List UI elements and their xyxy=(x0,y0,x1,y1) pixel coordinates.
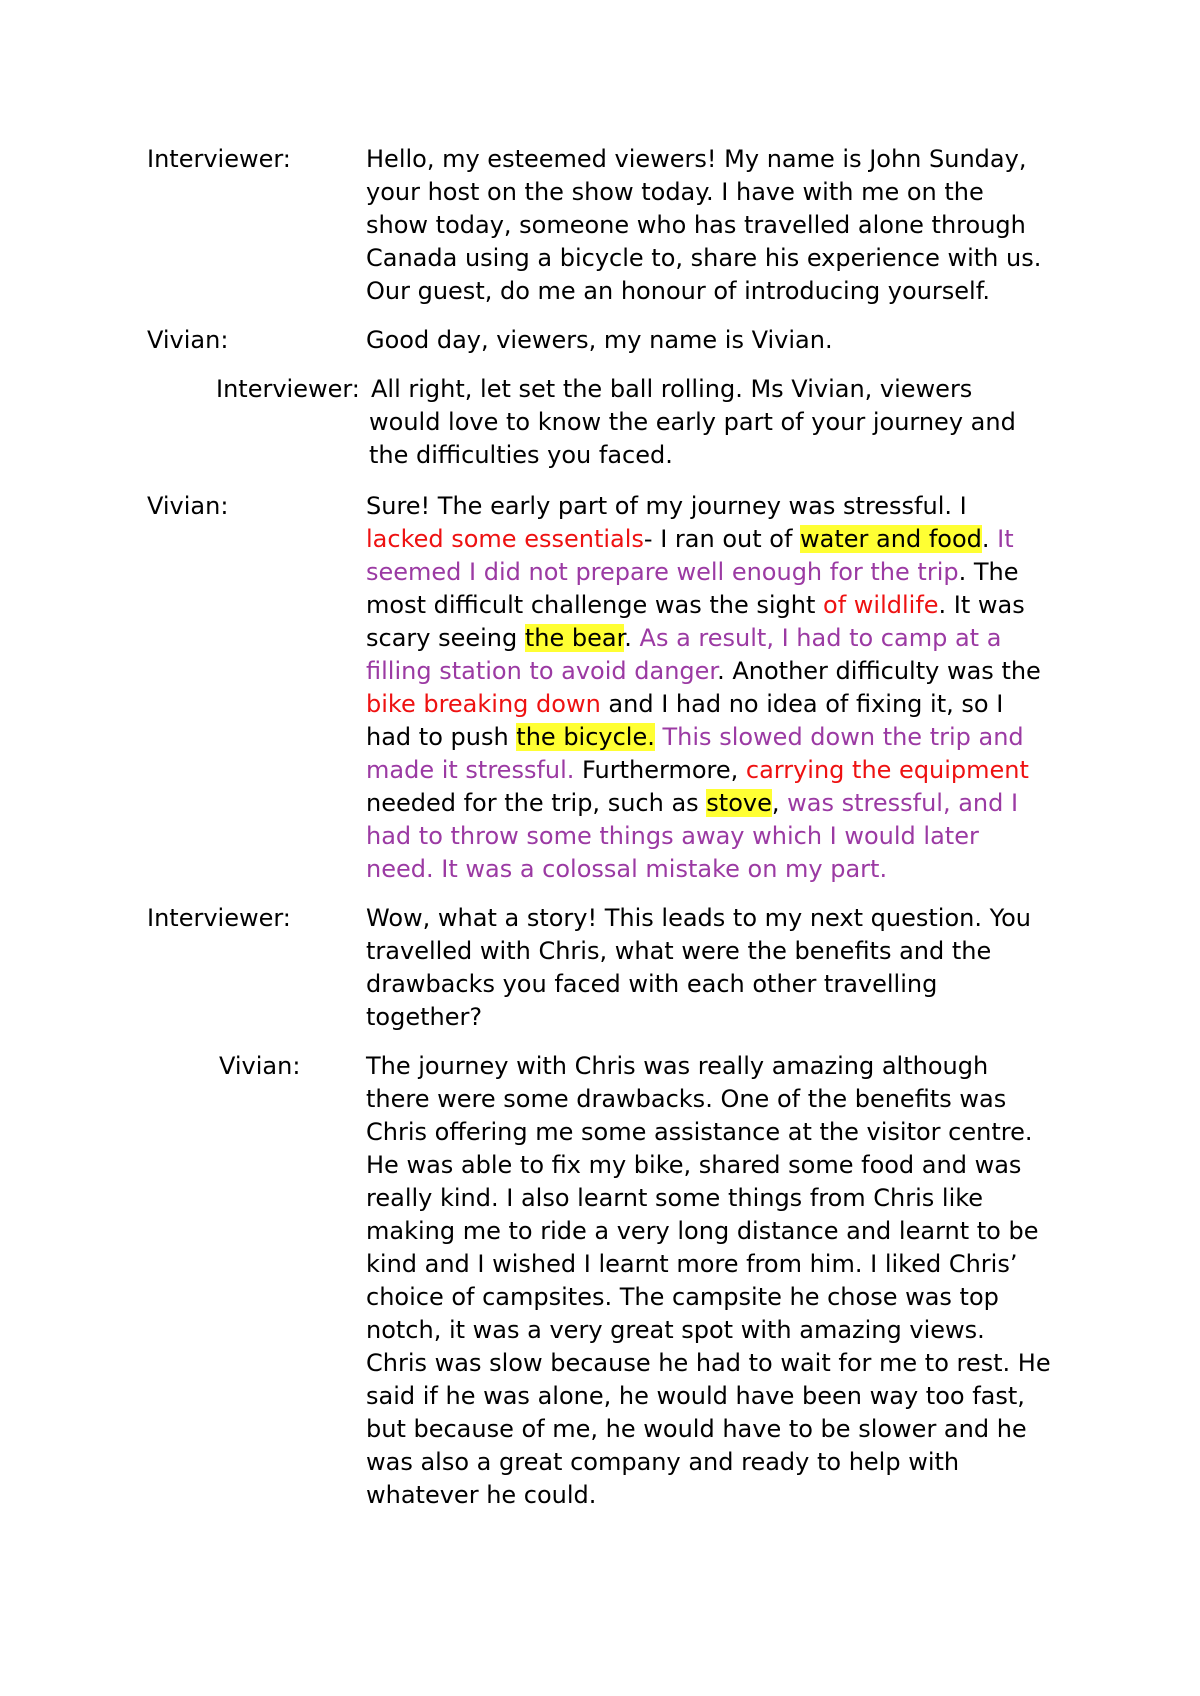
red-text: carrying the equipment xyxy=(745,756,1029,784)
speaker-label: Interviewer: xyxy=(147,904,291,932)
speech-line xyxy=(366,556,1066,589)
red-text: lacked some essentials xyxy=(366,525,644,553)
speech-line: choice of campsites. The campsite he chose was top xyxy=(366,1283,999,1311)
purple-text: was stressful, and I xyxy=(787,789,1019,817)
purple-text: This slowed down the trip and xyxy=(662,723,1024,751)
plain-text: had to push xyxy=(366,723,517,751)
speech-text xyxy=(366,324,1066,357)
purple-text: need. It was a colossal mistake on my part. xyxy=(366,855,888,883)
speech-line: together? xyxy=(366,1003,483,1031)
purple-text: had to throw some things away which I would later xyxy=(366,822,979,850)
plain-text: . xyxy=(981,525,998,553)
speech-text xyxy=(366,902,1066,1034)
plain-text: and I had no idea of fixing it, so I xyxy=(600,690,1004,718)
speech-text xyxy=(366,490,1066,886)
plain-text: . The xyxy=(958,558,1019,586)
highlighted-text: the bear xyxy=(524,624,625,652)
speech-line: Canada using a bicycle to, share his experience with us. xyxy=(366,244,1042,272)
purple-text: As a result, I had to camp at a xyxy=(639,624,1002,652)
plain-text: scary seeing xyxy=(366,624,525,652)
speech-text xyxy=(366,143,1066,308)
speech-line: Hello, my esteemed viewers! My name is John Sunday, xyxy=(366,145,1027,173)
speech-line xyxy=(366,820,1066,853)
speech-line: drawbacks you faced with each other travelling xyxy=(366,970,938,998)
speech-line: Chris was slow because he had to wait for me to rest. He xyxy=(366,1349,1051,1377)
speech-line: All right, let set the ball rolling. Ms Vivian, viewers xyxy=(371,375,973,403)
speaker-label: Vivian: xyxy=(147,326,229,354)
speaker-label: Vivian: xyxy=(147,492,229,520)
speech-line: making me to ride a very long distance and learnt to be xyxy=(366,1217,1039,1245)
purple-text: made it stressful. xyxy=(366,756,575,784)
red-text: bike breaking down xyxy=(366,690,601,718)
speech-line: Chris offering me some assistance at the visitor centre. xyxy=(366,1118,1033,1146)
speech-line xyxy=(366,787,1066,820)
speech-line: He was able to fix my bike, shared some food and was xyxy=(366,1151,1022,1179)
speech-line: whatever he could. xyxy=(366,1481,597,1509)
purple-text: It xyxy=(997,525,1014,553)
speech-line xyxy=(366,490,1066,523)
speech-line xyxy=(366,655,1066,688)
highlighted-text: the bicycle. xyxy=(516,723,655,751)
speaker-label: Interviewer: xyxy=(216,375,360,403)
speech-text xyxy=(371,373,1071,472)
speech-line: Good day, viewers, my name is Vivian. xyxy=(366,326,833,354)
plain-text: . xyxy=(624,624,640,652)
speech-line: really kind. I also learnt some things from Chris like xyxy=(366,1184,984,1212)
speech-line xyxy=(366,589,1066,622)
speech-line: notch, it was a very great spot with amazing views. xyxy=(366,1316,985,1344)
speech-line: but because of me, he would have to be slower and he xyxy=(366,1415,1027,1443)
speech-line: kind and I wished I learnt more from him. I liked Chris’ xyxy=(366,1250,1018,1278)
highlighted-text: water and food xyxy=(800,525,982,553)
purple-text: seemed I did not prepare well enough for the trip xyxy=(366,558,959,586)
speaker-label: Interviewer: xyxy=(147,145,291,173)
speaker-label: Vivian: xyxy=(219,1052,301,1080)
speech-line: show today, someone who has travelled alone through xyxy=(366,211,1026,239)
speech-line xyxy=(366,688,1066,721)
speech-line: would love to know the early part of your journey and xyxy=(369,408,1016,436)
speech-line xyxy=(366,721,1066,754)
speech-line xyxy=(366,622,1066,655)
purple-text: filling station to avoid danger xyxy=(366,657,718,685)
speech-line: Wow, what a story! This leads to my next question. You xyxy=(366,904,1031,932)
speech-line: Our guest, do me an honour of introducing yourself. xyxy=(366,277,991,305)
speech-line: the difficulties you faced. xyxy=(369,441,673,469)
speech-line: travelled with Chris, what were the benefits and the xyxy=(366,937,992,965)
speech-text xyxy=(366,1050,1066,1512)
plain-text xyxy=(655,723,663,751)
speech-line: said if he was alone, he would have been way too fast, xyxy=(366,1382,1025,1410)
speech-line xyxy=(366,754,1066,787)
plain-text: most difficult challenge was the sight xyxy=(366,591,824,619)
highlighted-text: stove xyxy=(706,789,772,817)
speech-line: was also a great company and ready to help with xyxy=(366,1448,960,1476)
plain-text: . It was xyxy=(938,591,1025,619)
speech-line xyxy=(366,853,1066,886)
speech-line xyxy=(366,523,1066,556)
plain-text: - I ran out of xyxy=(643,525,801,553)
speech-line: your host on the show today. I have with me on the xyxy=(366,178,984,206)
plain-text: , xyxy=(771,789,788,817)
speech-line: The journey with Chris was really amazing although xyxy=(366,1052,989,1080)
plain-text: . Another difficulty was the xyxy=(717,657,1041,685)
plain-text: Sure! The early part of my journey was stressful. I xyxy=(366,492,967,520)
speech-line: there were some drawbacks. One of the benefits was xyxy=(366,1085,1007,1113)
plain-text: Furthermore, xyxy=(574,756,746,784)
plain-text: needed for the trip, such as xyxy=(366,789,707,817)
red-text: of wildlife xyxy=(823,591,939,619)
